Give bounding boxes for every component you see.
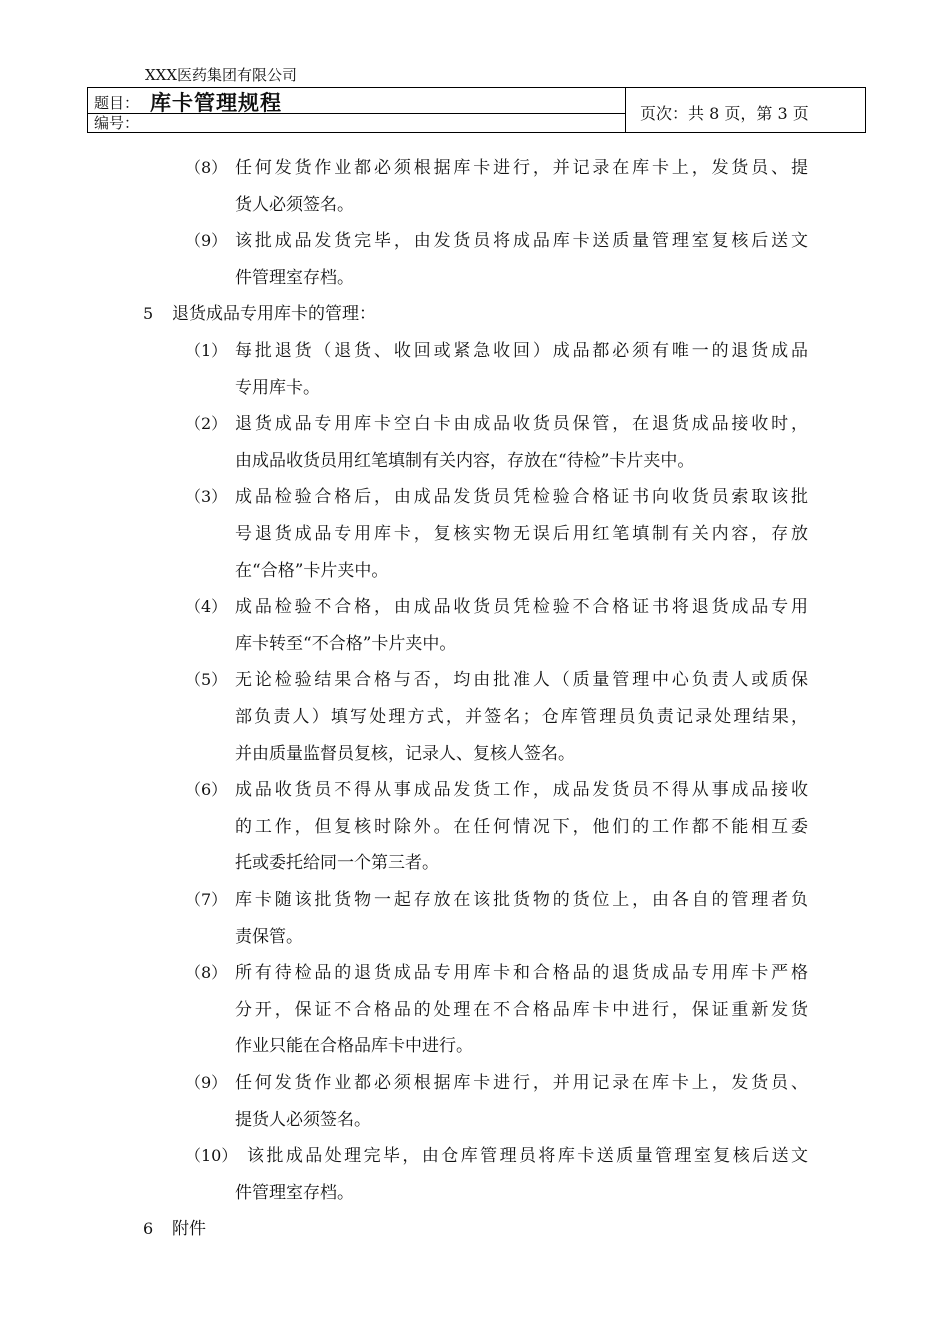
list-item-text-line: 库卡转至“不合格”卡片夹中。 (235, 634, 457, 654)
list-item-text-line: 库卡随该批货物一起存放在该批货物的货位上，由各自的管理者负 (235, 890, 808, 910)
list-item-number: （4） (185, 597, 228, 616)
title-label: 题目： (94, 94, 140, 112)
list-item-text-line: 部负责人）填写处理方式，并签名；仓库管理员负责记录处理结果， (235, 707, 808, 727)
list-item-text-line: 退货成品专用库卡空白卡由成品收货员保管，在退货成品接收时， (235, 414, 808, 434)
code-label: 编号： (94, 114, 140, 132)
list-item-number: （2） (185, 414, 228, 433)
list-item-text-line: 的工作，但复核时除外。在任何情况下，他们的工作都不能相互委 (235, 817, 808, 837)
section-number: 6 (143, 1219, 154, 1238)
list-item-text-line: 成品检验不合格，由成品收货员凭检验不合格证书将退货成品专用 (235, 597, 808, 617)
list-item-number: （3） (185, 487, 228, 506)
list-item-number: （5） (185, 670, 228, 689)
list-item-text-line: 由成品收货员用红笔填制有关内容，存放在“待检”卡片夹中。 (235, 451, 695, 471)
section-number: 5 (143, 304, 154, 323)
list-item-text-line: 专用库卡。 (235, 378, 320, 398)
header-left-cell (88, 88, 626, 132)
section-heading: 附件 (172, 1219, 206, 1239)
list-item-text-line: 成品收货员不得从事成品发货工作，成品发货员不得从事成品接收 (235, 780, 808, 800)
page-info: 页次：共 8 页，第 3 页 (640, 104, 809, 123)
code-row (88, 114, 625, 133)
list-item-text-line: 该批成品发货完毕，由发货员将成品库卡送质量管理室复核后送文 (235, 231, 808, 251)
list-item-text-line: 任何发货作业都必须根据库卡进行，并用记录在库卡上，发货员、 (235, 1073, 808, 1093)
document-header-table (87, 87, 866, 133)
list-item-text-line: 件管理室存档。 (235, 1183, 354, 1203)
list-item-number: （1） (185, 341, 228, 360)
document-title: 库卡管理规程 (150, 91, 282, 115)
list-item-text-line: 责保管。 (235, 927, 303, 947)
list-item-number: （9） (185, 231, 228, 250)
list-item-number: （8） (185, 963, 228, 982)
list-item-text-line: 提货人必须签名。 (235, 1110, 371, 1130)
list-item-text-line: 所有待检品的退货成品专用库卡和合格品的退货成品专用库卡严格 (235, 963, 808, 983)
list-item-text-line: 该批成品处理完毕，由仓库管理员将库卡送质量管理室复核后送文 (247, 1146, 808, 1166)
list-item-text-line: 货人必须签名。 (235, 195, 354, 215)
list-item-number: （9） (185, 1073, 228, 1092)
list-item-number: （10） (185, 1146, 238, 1165)
list-item-text-line: 分开，保证不合格品的处理在不合格品库卡中进行，保证重新发货 (235, 1000, 808, 1020)
list-item-text-line: 每批退货（退货、收回或紧急收回）成品都必须有唯一的退货成品 (235, 341, 808, 361)
list-item-text-line: 任何发货作业都必须根据库卡进行，并记录在库卡上，发货员、提 (235, 158, 808, 178)
list-item-text-line: 并由质量监督员复核，记录人、复核人签名。 (235, 744, 575, 764)
list-item-number: （6） (185, 780, 228, 799)
list-item-text-line: 件管理室存档。 (235, 268, 354, 288)
list-item-text-line: 托或委托给同一个第三者。 (235, 853, 439, 873)
list-item-text-line: 无论检验结果合格与否，均由批准人（质量管理中心负责人或质保 (235, 670, 808, 690)
section-heading: 退货成品专用库卡的管理： (172, 304, 376, 324)
list-item-number: （8） (185, 158, 228, 177)
list-item-text-line: 在“合格”卡片夹中。 (235, 561, 389, 581)
list-item-text-line: 作业只能在合格品库卡中进行。 (235, 1036, 473, 1056)
company-name: XXX医药集团有限公司 (145, 66, 298, 84)
list-item-number: （7） (185, 890, 228, 909)
list-item-text-line: 号退货成品专用库卡，复核实物无误后用红笔填制有关内容，存放 (235, 524, 808, 544)
list-item-text-line: 成品检验合格后，由成品发货员凭检验合格证书向收货员索取该批 (235, 487, 808, 507)
title-row (88, 88, 625, 114)
